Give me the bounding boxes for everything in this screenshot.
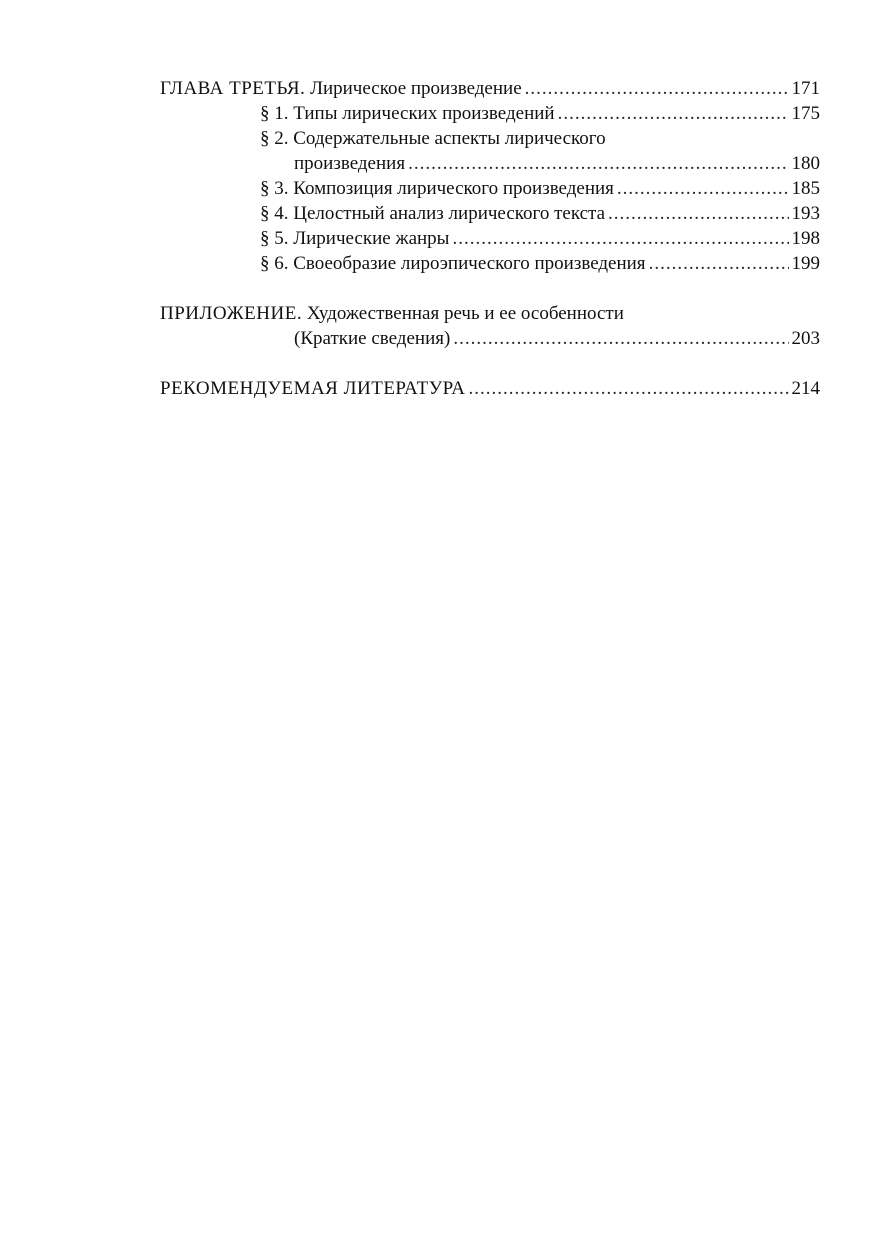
dot-leader — [408, 151, 788, 176]
toc-entry-section-6[interactable] — [160, 251, 820, 276]
page-number: 193 — [791, 203, 820, 224]
toc-entry-title: РЕКОМЕНДУЕМАЯ ЛИТЕРАТУРА — [160, 378, 466, 399]
toc-entry-title: § 6. Своеобразие лироэпического произведения — [260, 253, 646, 274]
spacer — [160, 351, 820, 376]
toc-entry-section-5[interactable] — [160, 226, 820, 251]
page-number: 214 — [791, 378, 820, 399]
toc-entry-title: § 2. Содержательные аспекты лирического — [260, 128, 606, 149]
dot-leader — [558, 101, 789, 126]
toc-entry-chapter3[interactable] — [160, 76, 820, 101]
toc-entry-literature[interactable] — [160, 376, 820, 401]
page-number: 199 — [791, 253, 820, 274]
dot-leader — [608, 201, 789, 226]
toc-entry-label: ПРИЛОЖЕНИЕ. — [160, 303, 303, 324]
table-of-contents — [160, 76, 820, 401]
toc-entry-continuation: (Краткие сведения) — [294, 328, 451, 349]
toc-entry-section-4[interactable] — [160, 201, 820, 226]
dot-leader — [617, 176, 789, 201]
page-number: 185 — [791, 178, 820, 199]
toc-entry-title: § 5. Лирические жанры — [260, 228, 450, 249]
toc-entry-title: Художественная речь и ее особенности — [306, 303, 624, 324]
toc-entry-title: § 4. Целостный анализ лирического текста — [260, 203, 605, 224]
toc-entry-section-2-line2[interactable] — [160, 151, 820, 176]
toc-entry-section-2-line1[interactable] — [160, 126, 820, 151]
toc-entry-title: § 3. Композиция лирического произведения — [260, 178, 614, 199]
toc-entry-section-1[interactable] — [160, 101, 820, 126]
dot-leader — [453, 326, 788, 351]
page-number: 180 — [791, 153, 820, 174]
dot-leader — [649, 251, 789, 276]
dot-leader — [452, 226, 788, 251]
page-number: 175 — [791, 103, 820, 124]
page-number: 198 — [791, 228, 820, 249]
toc-entry-continuation: произведения — [294, 153, 406, 174]
toc-entry-title: ГЛАВА ТРЕТЬЯ. Лирическое произведение — [160, 78, 522, 99]
spacer — [160, 276, 820, 301]
page-number: 171 — [791, 78, 820, 99]
toc-entry-title: § 1. Типы лирических произведений — [260, 103, 555, 124]
toc-entry-appendix-line2[interactable] — [160, 326, 820, 351]
dot-leader — [525, 76, 789, 101]
page-number: 203 — [791, 328, 820, 349]
toc-entry-appendix-line1[interactable] — [160, 301, 820, 326]
toc-entry-section-3[interactable] — [160, 176, 820, 201]
dot-leader — [469, 376, 789, 401]
